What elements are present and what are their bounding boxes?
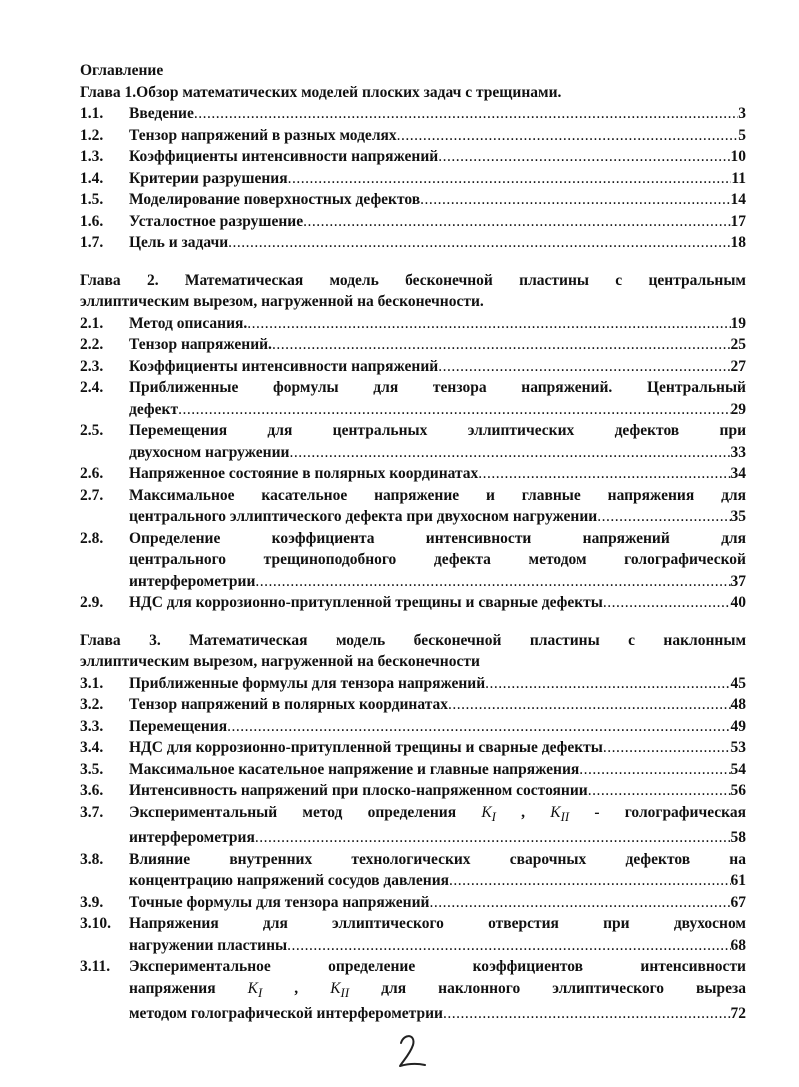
leader-dots bbox=[579, 759, 730, 781]
entry-number: 1.3. bbox=[80, 148, 104, 165]
entry-title: Метод описания. bbox=[129, 314, 248, 332]
table-of-contents bbox=[80, 60, 746, 1025]
section-gap bbox=[80, 614, 746, 630]
handwritten-digit-stroke bbox=[400, 1036, 425, 1066]
entry-number: 2.3. bbox=[80, 357, 104, 375]
entry-title-part: для наклонного эллиптического выреза bbox=[349, 979, 747, 997]
toc-entry-2-3 bbox=[80, 356, 746, 378]
toc-entry-3-11 bbox=[80, 956, 746, 1025]
chapter-3-title-line-1: Глава 3. Математическая модель бесконечной пластины с наклонным bbox=[80, 631, 746, 649]
symbol-k2: $K_{II}$ bbox=[550, 803, 570, 824]
entry-number: 1.7. bbox=[80, 234, 104, 251]
entry-title: Максимальное касательное напряжение и главные напряжения bbox=[129, 760, 580, 778]
toc-entry-3-5 bbox=[80, 759, 746, 781]
leader-dots bbox=[228, 232, 730, 254]
chapter-1-title: Глава 1.Обзор математических моделей плоских задач с трещинами. bbox=[80, 83, 562, 101]
entry-number: 1.1. bbox=[80, 105, 104, 122]
leader-dots bbox=[397, 125, 739, 147]
toc-entry-2-5 bbox=[80, 420, 746, 463]
toc-entry-1-1 bbox=[80, 103, 746, 125]
entry-title: Введение bbox=[129, 105, 194, 122]
entry-title: НДС для коррозионно-притупленной трещины и сварные дефекты bbox=[129, 594, 603, 611]
entry-title-line: Перемещения для центральных эллиптических дефектов при bbox=[129, 422, 746, 439]
entry-title: Тензор напряжений в полярных координатах bbox=[129, 696, 449, 713]
chapter-3-title-line-2: эллиптическим вырезом, нагруженной на бесконечности bbox=[80, 653, 480, 670]
entry-title: концентрацию напряжений сосудов давления bbox=[129, 872, 450, 890]
entry-title-line: Влияние внутренних технологических сварочных дефектов на bbox=[129, 850, 746, 868]
entry-title: Приближенные формулы для тензора напряжений bbox=[129, 674, 486, 692]
leader-dots bbox=[194, 103, 738, 125]
leader-dots bbox=[178, 399, 730, 421]
section-gap bbox=[80, 254, 746, 270]
entry-title: Напряженное состояние в полярных координатах bbox=[129, 465, 479, 482]
entry-title-line: Определение коэффициента интенсивности напряжений для bbox=[129, 529, 746, 547]
entry-page: 29 bbox=[730, 400, 746, 418]
entry-title-line: центрального трещиноподобного дефекта методом голографической bbox=[129, 551, 746, 568]
entry-title-part: Экспериментальный метод определения bbox=[129, 803, 482, 821]
handwritten-page-number bbox=[392, 1030, 432, 1070]
leader-dots bbox=[288, 168, 732, 190]
entry-page: 34 bbox=[730, 465, 746, 482]
entry-page: 19 bbox=[730, 314, 746, 332]
toc-entry-3-10 bbox=[80, 913, 746, 956]
toc-entry-3-8 bbox=[80, 849, 746, 892]
entry-number: 2.9. bbox=[80, 594, 104, 611]
entry-number: 1.2. bbox=[80, 126, 104, 144]
entry-number: 3.5. bbox=[80, 760, 104, 778]
leader-dots bbox=[420, 189, 730, 211]
entry-page: 72 bbox=[730, 1005, 746, 1023]
chapter-2-title-line-2: эллиптическим вырезом, нагруженной на бесконечности. bbox=[80, 293, 484, 310]
toc-entry-3-7 bbox=[80, 802, 746, 849]
entry-number: 2.8. bbox=[80, 529, 104, 547]
entry-page: 37 bbox=[730, 572, 746, 590]
entry-title: НДС для коррозионно-притупленной трещины и сварные дефекты bbox=[129, 739, 603, 756]
entry-number: 2.1. bbox=[80, 314, 104, 332]
symbol-k1: $K_I$ bbox=[247, 979, 263, 1000]
entry-number: 1.6. bbox=[80, 212, 104, 230]
entry-title: Интенсивность напряжений при плоско-напряженном состоянии bbox=[129, 782, 588, 799]
entry-title-line: Максимальное касательное напряжение и главные напряжения для bbox=[129, 486, 746, 504]
entry-page: 33 bbox=[730, 443, 746, 461]
entry-number: 2.6. bbox=[80, 465, 104, 482]
entry-title: Критерии разрушения bbox=[129, 169, 288, 187]
entry-title-part: - голографическая bbox=[569, 803, 746, 821]
entry-page: 18 bbox=[730, 234, 746, 251]
leader-dots bbox=[485, 673, 730, 695]
leader-dots bbox=[443, 1003, 731, 1025]
entry-number: 3.10. bbox=[80, 915, 111, 933]
leader-dots bbox=[255, 827, 731, 849]
entry-page: 5 bbox=[738, 126, 746, 144]
entry-number: 3.4. bbox=[80, 739, 104, 756]
entry-title: Перемещения bbox=[129, 717, 228, 735]
symbol-separator: , bbox=[495, 803, 551, 821]
entry-page: 53 bbox=[730, 739, 746, 756]
entry-page: 45 bbox=[730, 674, 746, 692]
entry-title: Точные формулы для тензора напряжений bbox=[129, 893, 430, 911]
entry-number: 2.2. bbox=[80, 336, 104, 353]
entry-number: 3.9. bbox=[80, 893, 104, 911]
entry-page: 11 bbox=[731, 169, 746, 187]
entry-number: 1.4. bbox=[80, 169, 104, 187]
entry-page: 48 bbox=[730, 696, 746, 713]
entry-page: 49 bbox=[730, 717, 746, 735]
entry-title: методом голографической интерферометрии bbox=[129, 1005, 443, 1023]
toc-entry-2-7 bbox=[80, 485, 746, 528]
toc-entry-3-3 bbox=[80, 716, 746, 738]
entry-title: Цель и задачи bbox=[129, 234, 229, 251]
leader-dots bbox=[449, 870, 730, 892]
leader-dots bbox=[429, 892, 730, 914]
entry-title: дефект bbox=[129, 400, 179, 418]
toc-entry-1-7 bbox=[80, 232, 746, 254]
toc-entry-1-6 bbox=[80, 211, 746, 233]
entry-page: 27 bbox=[730, 357, 746, 375]
entry-number: 3.2. bbox=[80, 696, 104, 713]
entry-title: центрального эллиптического дефекта при двухосном нагружении bbox=[129, 508, 598, 525]
entry-page: 17 bbox=[730, 212, 746, 230]
leader-dots bbox=[478, 463, 730, 485]
toc-entry-1-3 bbox=[80, 146, 746, 168]
entry-page: 14 bbox=[730, 191, 746, 208]
toc-entry-3-9 bbox=[80, 892, 746, 914]
symbol-k1: $K_I$ bbox=[481, 803, 496, 824]
entry-page: 61 bbox=[730, 872, 746, 890]
toc-entry-2-4 bbox=[80, 377, 746, 420]
chapter-2-title-line-1: Глава 2. Математическая модель бесконечной пластины с центральным bbox=[80, 271, 746, 289]
toc-entry-2-9 bbox=[80, 592, 746, 614]
entry-title-line: Напряжения для эллиптического отверстия при двухосном bbox=[129, 915, 746, 933]
entry-title: Тензор напряжений в разных моделях bbox=[129, 126, 397, 144]
leader-dots bbox=[448, 694, 730, 716]
entry-number: 3.6. bbox=[80, 782, 104, 799]
toc-entry-2-6 bbox=[80, 463, 746, 485]
entry-number: 3.1. bbox=[80, 674, 104, 692]
toc-entry-2-1 bbox=[80, 313, 746, 335]
leader-dots bbox=[255, 571, 730, 593]
toc-entry-2-2 bbox=[80, 334, 746, 356]
entry-title-line: Экспериментальное определение коэффициентов интенсивности bbox=[129, 958, 746, 976]
toc-entry-3-6 bbox=[80, 780, 746, 802]
entry-number: 3.7. bbox=[80, 803, 104, 821]
toc-entry-1-2 bbox=[80, 125, 746, 147]
entry-page: 67 bbox=[730, 893, 746, 911]
entry-title-line: Приближенные формулы для тензора напряжений. Центральный bbox=[129, 379, 746, 396]
leader-dots bbox=[597, 506, 730, 528]
leader-dots bbox=[272, 334, 731, 356]
entry-title-line bbox=[129, 978, 746, 1004]
entry-title: Моделирование поверхностных дефектов bbox=[129, 191, 421, 208]
leader-dots bbox=[303, 211, 730, 233]
leader-dots bbox=[588, 780, 731, 802]
toc-entry-1-4 bbox=[80, 168, 746, 190]
leader-dots bbox=[603, 737, 731, 759]
entry-page: 25 bbox=[730, 336, 746, 353]
leader-dots bbox=[227, 716, 730, 738]
entry-page: 10 bbox=[730, 148, 746, 165]
entry-page: 68 bbox=[730, 936, 746, 954]
toc-entry-3-1 bbox=[80, 673, 746, 695]
entry-number: 3.3. bbox=[80, 717, 104, 735]
leader-dots bbox=[438, 146, 730, 168]
leader-dots bbox=[289, 442, 730, 464]
entry-title-part: напряжения bbox=[129, 979, 248, 997]
entry-page: 56 bbox=[730, 782, 746, 799]
leader-dots bbox=[438, 356, 730, 378]
entry-title: Коэффициенты интенсивности напряжений bbox=[129, 148, 439, 165]
entry-page: 3 bbox=[738, 105, 746, 122]
entry-page: 58 bbox=[730, 829, 746, 847]
leader-dots bbox=[603, 592, 731, 614]
entry-page: 54 bbox=[730, 760, 746, 778]
toc-entry-3-2 bbox=[80, 694, 746, 716]
toc-entry-3-4 bbox=[80, 737, 746, 759]
entry-title: нагружении пластины bbox=[129, 936, 288, 954]
entry-title-line bbox=[129, 802, 746, 828]
entry-number: 1.5. bbox=[80, 191, 104, 208]
symbol-k2: $K_{II}$ bbox=[330, 979, 350, 1000]
entry-number: 2.4. bbox=[80, 379, 104, 396]
leader-dots bbox=[287, 935, 730, 957]
toc-entry-2-8 bbox=[80, 528, 746, 593]
entry-title: Усталостное разрушение bbox=[129, 212, 304, 230]
symbol-separator: , bbox=[262, 979, 331, 997]
entry-number: 3.11. bbox=[80, 958, 111, 976]
entry-title: интерферометрии bbox=[129, 572, 256, 590]
entry-title: Тензор напряжений. bbox=[129, 336, 272, 353]
toc-title: Оглавление bbox=[80, 62, 164, 79]
entry-title: двухосном нагружении bbox=[129, 443, 290, 461]
toc-entry-1-5 bbox=[80, 189, 746, 211]
entry-number: 2.7. bbox=[80, 486, 104, 504]
entry-number: 2.5. bbox=[80, 422, 104, 439]
entry-title: Коэффициенты интенсивности напряжений bbox=[129, 357, 439, 375]
entry-page: 40 bbox=[730, 594, 746, 611]
leader-dots bbox=[247, 313, 730, 335]
entry-number: 3.8. bbox=[80, 850, 104, 868]
entry-title: интерферометрия bbox=[129, 829, 255, 847]
entry-page: 35 bbox=[730, 508, 746, 525]
